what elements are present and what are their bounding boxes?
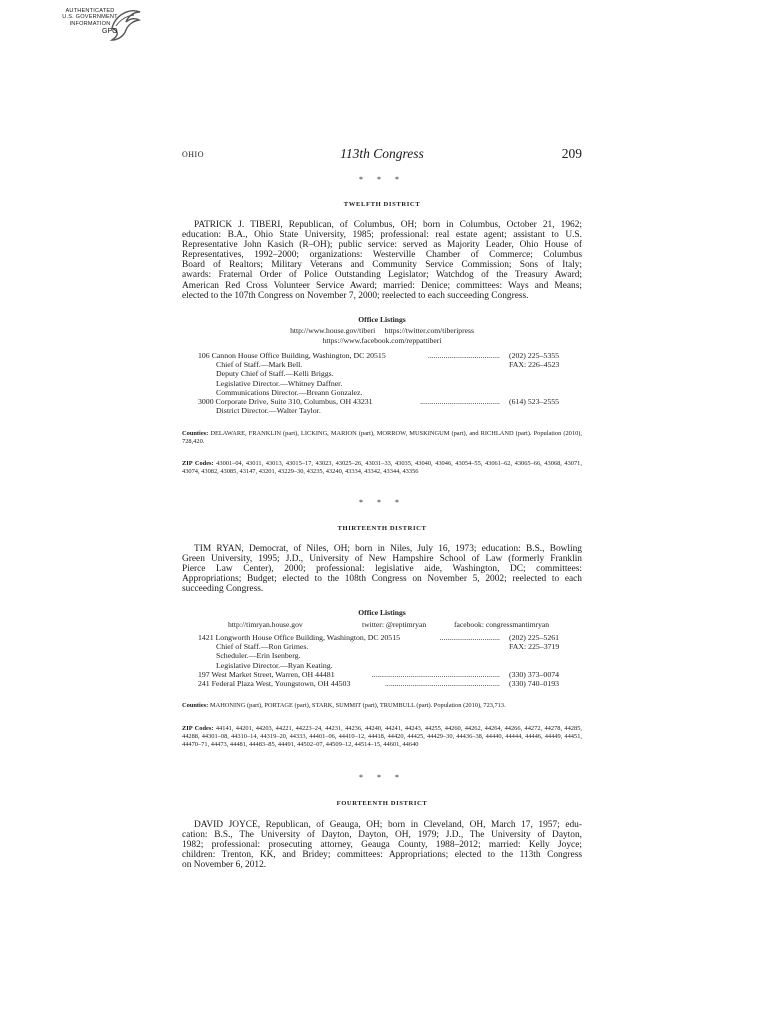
office-row [182,360,582,369]
office-address: 106 Cannon House Office Building, Washington, DC 20515 [198,351,386,360]
facebook-link[interactable]: facebook: congressmantimryan [454,620,550,629]
office-address: 1421 Longworth House Office Building, Washington, DC 20515 [198,633,401,642]
member-bio [182,220,582,301]
phone-number: FAX: 225–3719 [509,642,560,652]
office-row [182,406,582,415]
bio-line: succeeding Congress. [182,584,264,595]
url-line[interactable]: http://www.house.gov/tiberi https://twitter.com/tiberipress [290,326,474,335]
bio-line: on November 6, 2012. [182,860,267,871]
twitter-link[interactable]: twitter: @reptimryan [362,620,427,629]
staff-entry: Scheduler.—Erin Isenberg. [216,651,301,661]
office-listings-title: Office Listings [358,315,406,324]
office-row [182,642,582,651]
state-label: OHIO [182,150,204,159]
staff-entry: Chief of Staff.—Ron Grimes. [216,642,309,652]
bio-line: PATRICK J. TIBERI, Republican, of Columbus, OH; born in Columbus, October 21, 1962; [194,220,582,230]
district-heading: THIRTEENTH DISTRICT [337,525,427,532]
office-address: 241 Federal Plaza West, Youngstown, OH 44503 [198,678,351,688]
zip-codes-note [182,725,582,750]
office-address: 197 West Market Street, Warren, OH 44481 [198,669,335,679]
leader-dots: ......................................... [420,396,500,406]
zip-codes-note [182,460,582,476]
staff-entry: District Director.—Walter Taylor. [216,406,321,416]
bio-line: elected to the 107th Congress on November 7, 2000; reelected to each succeeding Congress. [182,290,529,301]
office-list [182,351,582,415]
authenticated-seal [62,6,152,48]
office-row [182,388,582,397]
counties-note [182,702,582,710]
phone-number: (202) 225–5355 [509,351,560,360]
bio-line: Representatives, 1992–2000; organizations: Westerville Chamber of Commerce; Columbus [182,250,582,261]
seal-line: U.S. GOVERNMENT [62,14,118,21]
staff-entry: Deputy Chief of Staff.—Kelli Briggs. [216,369,334,379]
office-row [182,397,582,406]
bio-line: Green University, 1995; J.D., University of New Hampshire School of Law (formerly Franklin [182,554,582,565]
staff-entry: Chief of Staff.—Mark Bell. [216,360,303,370]
district-heading: TWELFTH DISTRICT [343,201,421,208]
zip-label: ZIP Codes: [182,460,214,467]
seal-line: INFORMATION [69,20,111,27]
office-row [182,670,582,679]
staff-entry: Communications Director.—Breann Gonzalez. [216,387,363,397]
counties-text: MAHONING (part), PORTAGE (part), STARK, SUMMIT (part), TRUMBULL (part). Population (2010), 723,713. [209,702,506,709]
bio-line: Pierce Law Center), 2000; professional: legislative aide, Washington, DC; committees: [182,564,582,575]
phone-number: (202) 225–5261 [509,633,560,642]
district-heading: FOURTEENTH DISTRICT [336,800,428,807]
bio-line: children: Trenton, KK, and Bridey; committees: Appropriations; elected to the 113th Congress [182,850,582,861]
office-row [182,661,582,670]
bio-line: DAVID JOYCE, Republican, of Geauga, OH; born in Cleveland, OH, March 17, 1957; edu- [194,820,582,830]
phone-number: (330) 740–0193 [509,678,560,688]
member-bio [182,820,582,870]
bio-line: American Red Cross Volunteer Service Award; married: Denice; committees: Ways and Means; [182,280,582,291]
leader-dots: .................................................................. [371,669,500,679]
url-line[interactable]: https://www.facebook.com/reppattiberi [322,335,442,345]
zip-text: 44141, 44201, 44203, 44221, 44223–24, 44231, 44236, 44240, 44241, 44243, 44255, 44260, 44262, 44264, 44266, 44272, 44278, 44285, 44288, 44301–08, 44310–14, 44319–20, 44333, 44401–06, 44410–12, 44418, 44420, 44425, 44429–30, 44436–38, 44440, 44444, 44446, 44449, 44451, 44470–71, 44473, 44481, 44483–85, 44491, 44502–07, 44509–12, 44514–15, 44601, 44640 [182,725,582,749]
counties-note [182,430,582,446]
phone-number: (614) 523–2555 [509,396,560,406]
office-row [182,633,582,642]
section-separator: * * * [359,773,405,782]
bio-line: 1982; professional: prosecuting attorney, Geauga County, 1988–2012; married: Kelly Joyce; [182,840,582,851]
bio-line: Appropriations; Budget; elected to the 108th Congress on November 5, 2002; reelected to each [182,574,582,585]
eagle-icon [106,6,146,46]
office-listings-title: Office Listings [358,608,406,617]
zip-label: ZIP Codes: [182,725,214,732]
bio-line: Representative John Kasich (R–OH); public service: served as Majority Leader, Ohio House of [182,240,582,251]
office-row [182,351,582,360]
leader-dots: ..................................... [427,351,500,360]
staff-entry: Legislative Director.—Ryan Keating. [216,660,333,670]
bio-line: cation: B.S., The University of Dayton, Dayton, OH, 1979; J.D., The University of Dayton, [182,830,582,841]
leader-dots: ............................... [439,633,500,642]
office-row [182,651,582,660]
bio-line: TIM RYAN, Democrat, of Niles, OH; born in Niles, July 16, 1973; education: B.S., Bowling [194,544,582,554]
zip-text: 43001–04, 43011, 43013, 43015–17, 43023, 43025–26, 43031–33, 43035, 43040, 43046, 43054–55, 43061–62, 43065–66, 43068, 43071, 43074, 43082, 43085, 43147, 43201, 43229–30, 43235, 43240, 43334, 43342, 43344, 43356 [182,460,582,476]
counties-label: Counties: [182,430,209,437]
office-urls [182,326,582,345]
website-link[interactable]: http://timryan.house.gov [228,620,303,629]
counties-text: DELAWARE, FRANKLIN (part), LICKING, MARION (part), MORROW, MUSKINGUM (part), and RICHLAND (part). Population (2010), 728,420. [182,430,582,446]
office-row [182,369,582,378]
section-separator: * * * [359,498,405,507]
running-header [182,146,582,164]
office-row [182,679,582,688]
office-list [182,633,582,688]
seal-line: AUTHENTICATED [65,8,115,14]
office-address: 3000 Corporate Drive, Suite 310, Columbus, OH 43231 [198,396,373,406]
bio-line: awards: Fraternal Order of Police Outstanding Legislator; Watchdog of the Treasury Award; [182,270,582,281]
counties-label: Counties: [182,702,209,709]
leader-dots: ........................................................... [384,678,500,688]
congress-title: 113th Congress [340,146,424,161]
office-row [182,379,582,388]
member-bio [182,544,582,594]
gpo-label: GPO [102,28,118,35]
section-separator: * * * [359,175,405,184]
bio-line: Board of Realtors; Military Veterans and Community Service Commission; Sons of Italy; [182,260,582,271]
phone-number: FAX: 226–4523 [509,360,560,370]
page-number: 209 [561,146,582,161]
bio-line: education: B.A., Ohio State University, 1985; professional: real estate agent; assistant to U.S. [182,230,582,241]
phone-number: (330) 373–0074 [509,669,560,679]
staff-entry: Legislative Director.—Whitney Daffner. [216,378,343,388]
